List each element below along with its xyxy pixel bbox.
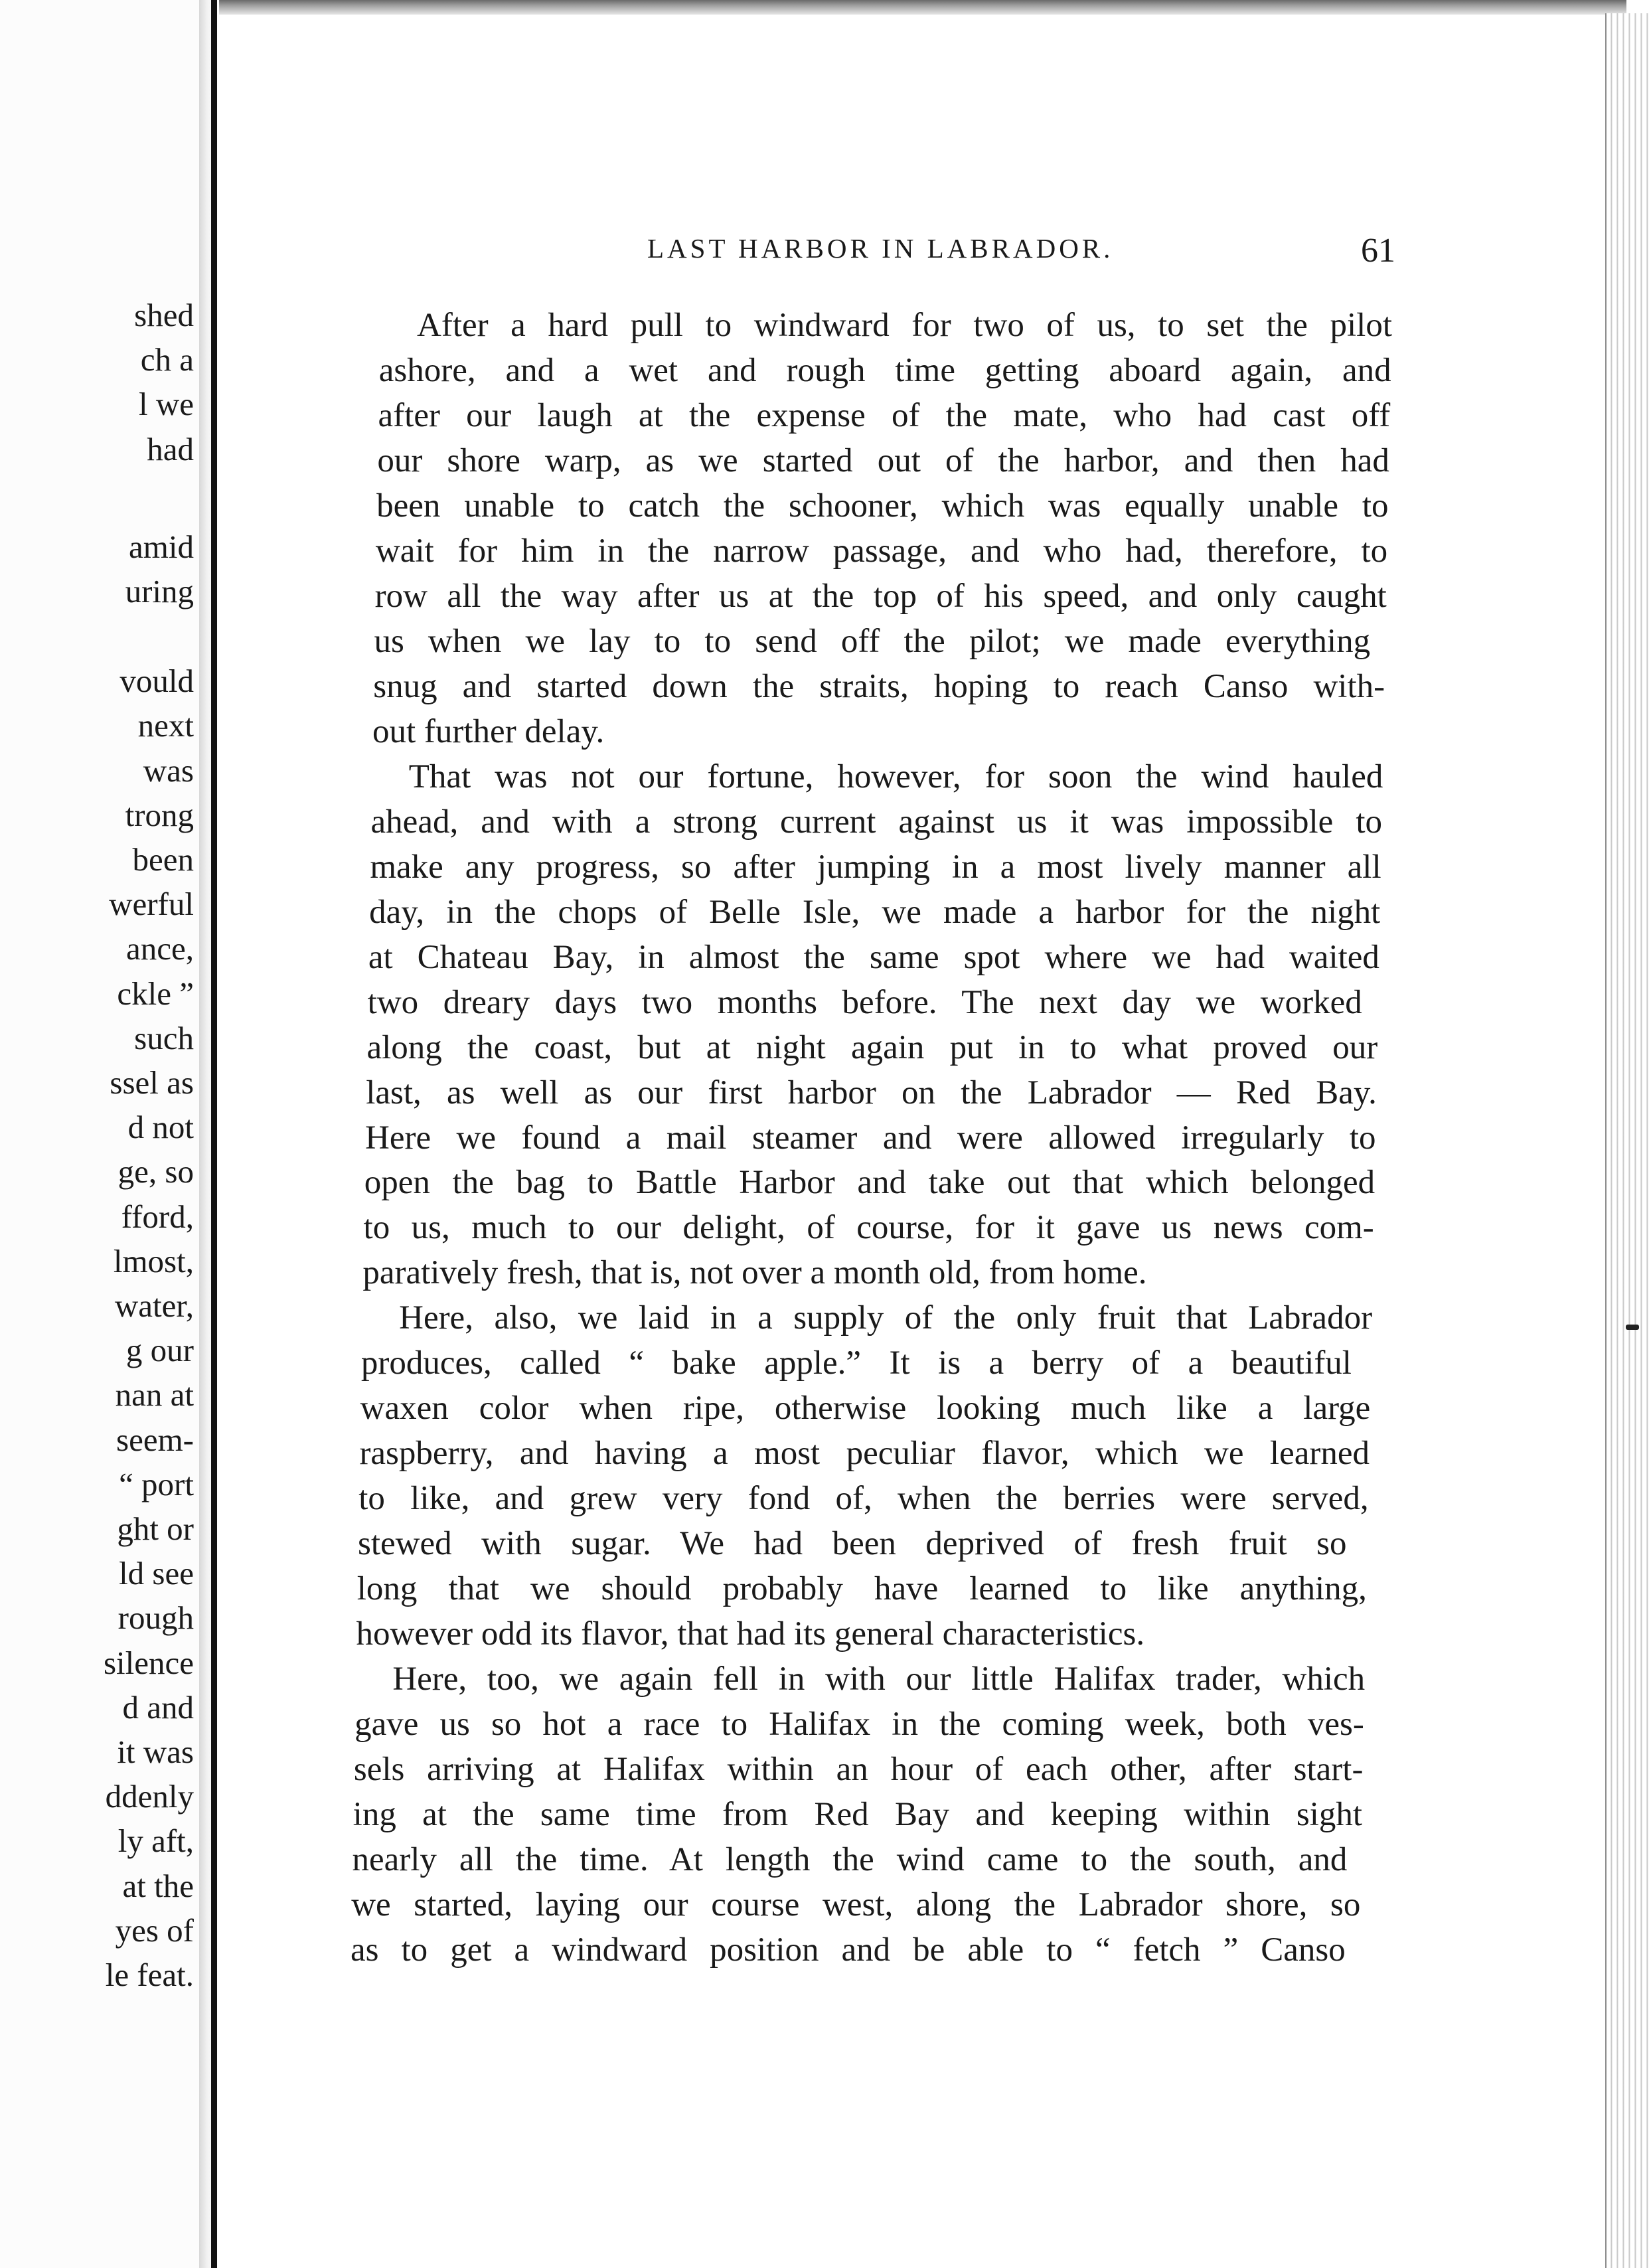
body-text-line: wait for him in the narrow passage, and who had, therefore, to bbox=[375, 532, 1388, 570]
body-text-line: our shore warp, as we started out of the harbor, and then had bbox=[377, 442, 1389, 479]
body-text-line: along the coast, but at night again put in to what proved our bbox=[366, 1028, 1378, 1066]
left-fragment-line: le feat. bbox=[105, 1957, 194, 1993]
body-text-line: we started, laying our course west, along the Labrador shore, so bbox=[351, 1886, 1361, 1924]
left-fragment-line: ch a bbox=[140, 341, 194, 378]
left-fragment-line: “ port bbox=[119, 1465, 194, 1502]
left-fragment-line: d not bbox=[127, 1109, 194, 1146]
left-page-fragment bbox=[0, 0, 199, 2268]
body-text-line: sels arriving at Halifax within an hour of each other, after start- bbox=[353, 1751, 1364, 1789]
body-text-line: day, in the chops of Belle Isle, we made a harbor for the night bbox=[369, 893, 1381, 931]
body-text-line: at Chateau Bay, in almost the same spot where we had waited bbox=[368, 938, 1379, 976]
left-fragment-line: ght or bbox=[117, 1510, 194, 1547]
left-fragment-line: amid bbox=[129, 528, 194, 565]
body-text-line: gave us so hot a race to Halifax in the coming week, both ves- bbox=[354, 1706, 1364, 1743]
left-fragment-line: ld see bbox=[119, 1555, 194, 1592]
page-stack-edge bbox=[1607, 13, 1649, 2268]
left-fragment-line: lmost, bbox=[113, 1242, 194, 1279]
left-fragment-line: it was bbox=[117, 1734, 194, 1770]
left-fragment-line: been bbox=[132, 841, 194, 878]
body-text-line: us when we lay to to send off the pilot; we made everything bbox=[374, 622, 1371, 660]
body-text-line: ashore, and a wet and rough time getting aboard again, and bbox=[378, 351, 1391, 389]
left-fragment-line: ssel as bbox=[110, 1064, 194, 1101]
body-text-line: been unable to catch the schooner, which was equally unable to bbox=[376, 487, 1389, 525]
left-fragment-line: nan at bbox=[115, 1376, 194, 1414]
left-fragment-line: rough bbox=[118, 1599, 194, 1637]
body-text-line: to like, and grew very fond of, when the berries were served, bbox=[358, 1480, 1369, 1518]
body-text-line: however odd its flavor, that had its general characteristics. bbox=[356, 1615, 1145, 1653]
body-text-line: After a hard pull to windward for two of us, to set the pilot bbox=[417, 307, 1392, 344]
left-fragment-line: such bbox=[134, 1019, 194, 1056]
body-text-line: two dreary days two months before. The next day we worked bbox=[367, 983, 1362, 1021]
binding-edge bbox=[211, 0, 217, 2268]
running-head: LAST HARBOR IN LABRADOR. bbox=[647, 233, 1114, 264]
left-fragment-line: ge, so bbox=[118, 1153, 194, 1190]
top-page-rule bbox=[219, 0, 1626, 15]
body-text-line: stewed with sugar. We had been deprived of fresh fruit so bbox=[358, 1525, 1347, 1563]
left-fragment-line: shed bbox=[134, 297, 194, 333]
body-text-line: as to get a windward position and be able to “ fetch ” Canso bbox=[351, 1931, 1346, 1969]
body-text-line: to us, much to our delight, of course, for it gave us news com- bbox=[363, 1209, 1374, 1247]
margin-mark bbox=[1626, 1325, 1639, 1330]
body-text-line: paratively fresh, that is, not over a month old, from home. bbox=[362, 1254, 1147, 1292]
body-text-line: make any progress, so after jumping in a most lively manner all bbox=[370, 848, 1381, 886]
page-number: 61 bbox=[1361, 232, 1395, 270]
left-fragment-line: trong bbox=[125, 796, 194, 833]
body-text-line: waxen color when ripe, otherwise looking much like a large bbox=[360, 1390, 1371, 1427]
left-fragment-line: werful bbox=[109, 886, 194, 923]
left-fragment-line: l we bbox=[139, 386, 194, 423]
left-fragment-line: vould bbox=[119, 663, 194, 700]
body-text-line: open the bag to Battle Harbor and take out that which belonged bbox=[364, 1164, 1375, 1202]
body-text-line: last, as well as our first harbor on the Labrador — Red Bay. bbox=[366, 1074, 1377, 1111]
left-fragment-line: next bbox=[137, 707, 194, 744]
left-fragment-line: g our bbox=[125, 1332, 194, 1369]
body-text-line: after our laugh at the expense of the mate, who had cast off bbox=[378, 396, 1391, 434]
body-text-line: snug and started down the straits, hoping to reach Canso with- bbox=[373, 667, 1385, 705]
left-fragment-line: had bbox=[147, 430, 194, 467]
body-text-line: long that we should probably have learned to like anything, bbox=[356, 1570, 1367, 1608]
body-text-line: out further delay. bbox=[372, 712, 605, 750]
body-text-line: nearly all the time. At length the wind came to the south, and bbox=[352, 1841, 1348, 1879]
left-fragment-line: fford, bbox=[121, 1198, 194, 1235]
left-fragment-line: at the bbox=[122, 1867, 194, 1904]
body-text-line: ing at the same time from Red Bay and keeping within sight bbox=[353, 1796, 1363, 1834]
left-fragment-line: d and bbox=[122, 1688, 194, 1726]
left-fragment-line: yes of bbox=[115, 1911, 194, 1949]
left-fragment-line: uring bbox=[125, 573, 194, 609]
left-fragment-line: was bbox=[143, 752, 194, 789]
left-fragment-line: ddenly bbox=[105, 1778, 194, 1815]
left-fragment-line: ly aft, bbox=[118, 1822, 194, 1860]
body-text-line: That was not our fortune, however, for soon the wind hauled bbox=[408, 758, 1383, 795]
body-text-line: raspberry, and having a most peculiar flavor, which we learned bbox=[359, 1435, 1370, 1473]
body-text-line: ahead, and with a strong current against us it was impossible to bbox=[370, 803, 1383, 841]
left-fragment-line: seem- bbox=[116, 1421, 194, 1458]
body-text-line: Here, also, we laid in a supply of the only fruit that Labrador bbox=[399, 1299, 1373, 1337]
body-text-line: produces, called “ bake apple.” It is a berry of a beautiful bbox=[360, 1344, 1352, 1382]
body-text-line: row all the way after us at the top of his speed, and only caught bbox=[374, 577, 1387, 615]
left-fragment-line: ckle ” bbox=[117, 975, 194, 1012]
body-text-line: Here we found a mail steamer and were allowed irregularly to bbox=[365, 1119, 1376, 1157]
left-fragment-line: ance, bbox=[126, 930, 194, 967]
left-fragment-line: silence bbox=[103, 1644, 194, 1681]
left-fragment-line: water, bbox=[114, 1287, 194, 1324]
body-text-line: Here, too, we again fell in with our little Halifax trader, which bbox=[392, 1660, 1366, 1698]
